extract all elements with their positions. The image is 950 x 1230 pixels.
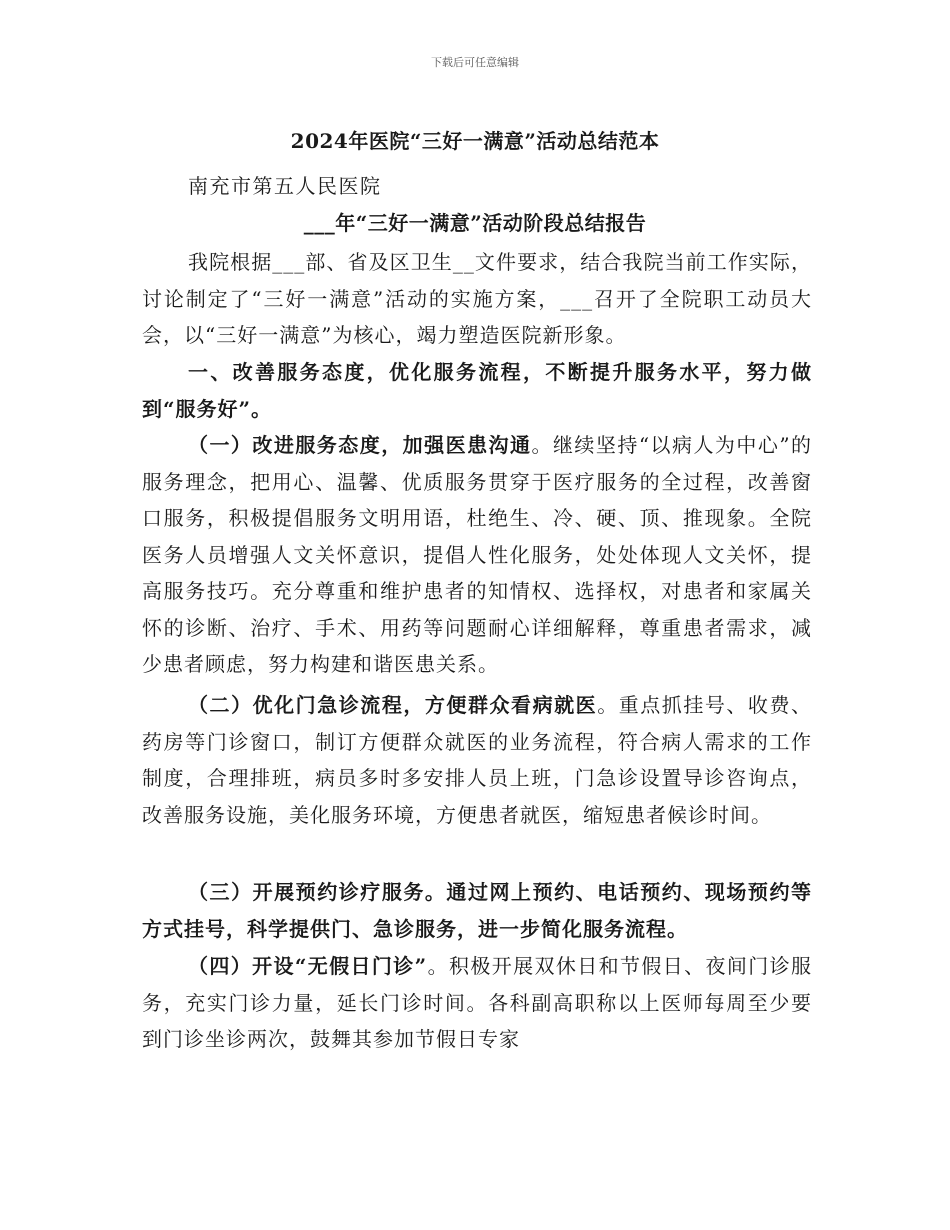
item-4-lead: （四）开设“无假日门诊” xyxy=(188,954,428,978)
item-4-paragraph xyxy=(142,948,812,1058)
item-1-lead: （一）改进服务态度，加强医患沟通 xyxy=(188,433,532,457)
document-title: 2024年医院“三好一满意”活动总结范本 xyxy=(290,129,660,153)
intro-paragraph: 我院根据___部、省及区卫生__文件要求，结合我院当前工作实际，讨论制定了“三好一满意”活动的实施方案，___召开了全院职工动员大会，以“三好一满意”为核心，竭力塑造医院新形象。 xyxy=(142,250,812,347)
item-1-paragraph xyxy=(142,427,812,683)
report-subtitle: ___年“三好一满意”活动阶段总结报告 xyxy=(303,211,647,235)
item-4-body: 。积极开展双休日和节假日、夜间门诊服务，充实门诊力量，延长门诊时间。各科副高职称以上医师每周至少要到门诊坐诊两次，鼓舞其参加节假日专家 xyxy=(142,954,813,1051)
item-3-paragraph: （三）开展预约诊疗服务。通过网上预约、电话预约、现场预约等方式挂号，科学提供门、急诊服务，进一步简化服务流程。 xyxy=(142,880,812,941)
organization-name: 南充市第五人民医院 xyxy=(188,174,382,198)
item-2-body: 。重点抓挂号、收费、药房等门诊窗口，制订方便群众就医的业务流程，符合病人需求的工作制度，合理排班，病员多时多安排人员上班，门急诊设置导诊咨询点，改善服务设施，美化服务环境，方便患者就医，缩短患者候诊时间。 xyxy=(142,693,813,827)
item-2-paragraph xyxy=(142,687,812,833)
item-1-body: 。继续坚持“以病人为中心”的服务理念，把用心、温馨、优质服务贯穿于医疗服务的全过程，改善窗口服务，积极提倡服务文明用语，杜绝生、冷、硬、顶、推现象。全院医务人员增强人文关怀意识，提倡人性化服务，处处体现人文关怀，提高服务技巧。充分尊重和维护患者的知情权、选择权，对患者和家属关怀的诊断、治疗、手术、用药等问题耐心详细解释，尊重患者需求，减少患者顾虑，努力构建和谐医患关系。 xyxy=(142,433,813,676)
section-1-heading: 一、改善服务态度，优化服务流程，不断提升服务水平，努力做到“服务好”。 xyxy=(142,360,812,421)
item-2-lead: （二）优化门急诊流程，方便群众看病就医 xyxy=(188,693,598,717)
header-note: 下载后可任意编辑 xyxy=(431,56,519,69)
